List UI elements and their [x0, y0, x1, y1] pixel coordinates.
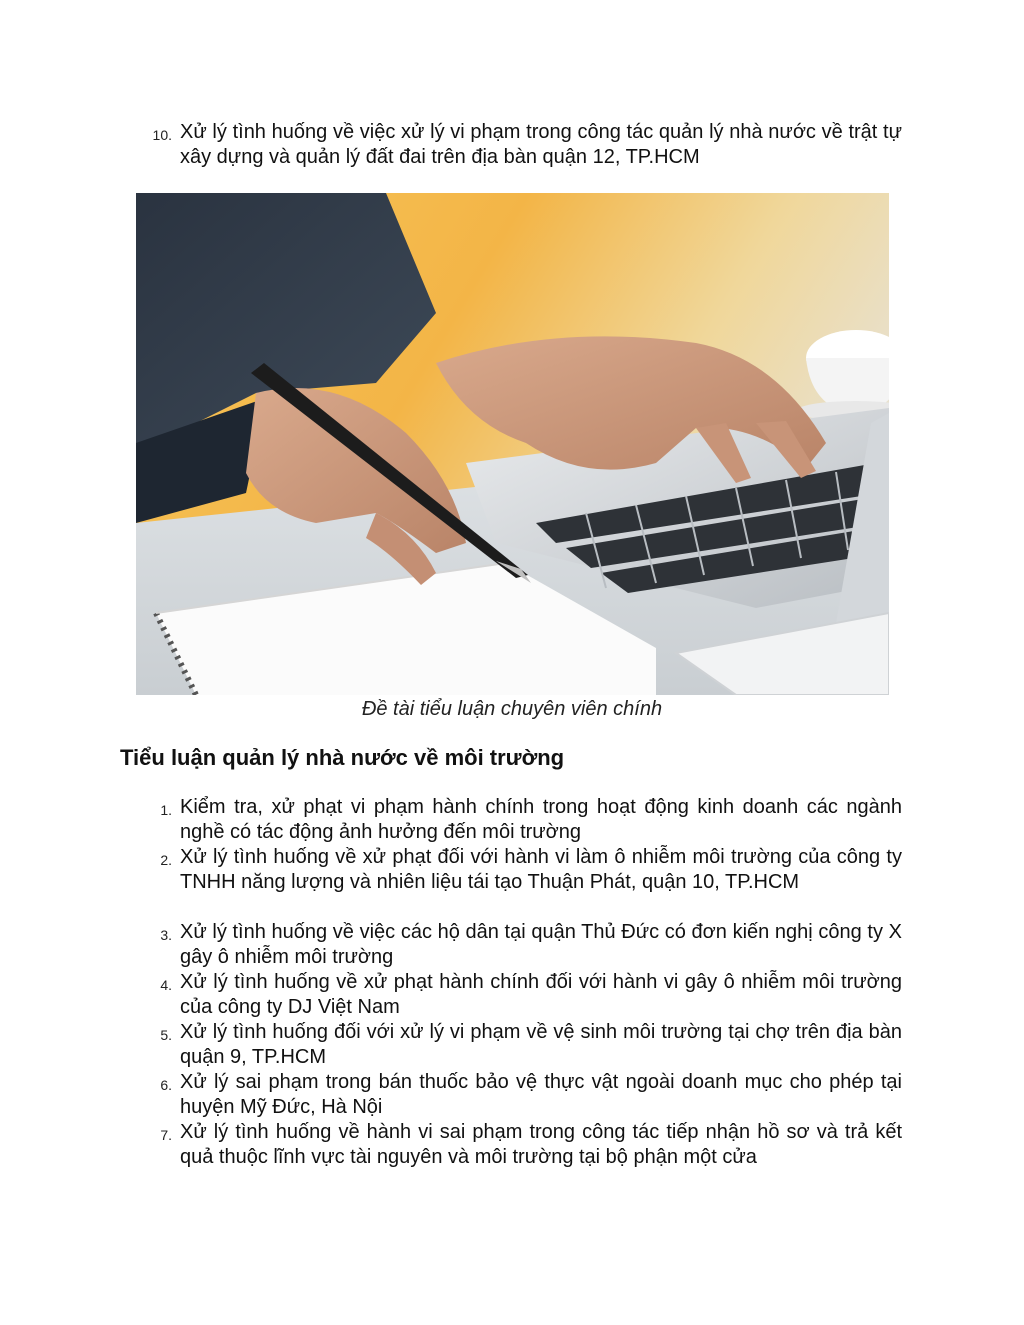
list-item-text: Xử lý tình huống về xử phạt đối với hành vi làm ô nhiễm môi trường của công ty TNHH năng lượng và nhiên liệu tái tạo Thuận Phát, quận 10, TP.HCM [180, 846, 902, 893]
article-photo [136, 193, 889, 695]
list-item-number: 3. [160, 927, 172, 943]
list-item-text: Xử lý tình huống về việc xử lý vi phạm trong công tác quản lý nhà nước về trật tự xây dựng và quản lý đất đai trên địa bàn quận 12, TP.HCM [180, 121, 902, 168]
list-item-text: Xử lý sai phạm trong bán thuốc bảo vệ thực vật ngoài doanh mục cho phép tại huyện Mỹ Đức, Hà Nội [180, 1071, 902, 1118]
list-item-text: Xử lý tình huống về việc các hộ dân tại quận Thủ Đức có đơn kiến nghị công ty X gây ô nhiễm môi trường [180, 921, 902, 968]
list-item-text: Xử lý tình huống về hành vi sai phạm trong công tác tiếp nhận hồ sơ và trả kết quả thuộc lĩnh vực tài nguyên và môi trường tại bộ phận một cửa [180, 1121, 902, 1168]
list-item-number: 5. [160, 1027, 172, 1043]
list-item-number: 2. [160, 852, 172, 868]
list-item-number: 10. [152, 127, 172, 143]
list-item-text: Kiểm tra, xử phạt vi phạm hành chính trong hoạt động kinh doanh các ngành nghề có tác động ảnh hưởng đến môi trường [180, 796, 902, 843]
list-item-number: 6. [160, 1077, 172, 1093]
list-item-text: Xử lý tình huống về xử phạt hành chính đối với hành vi gây ô nhiễm môi trường của công ty DJ Việt Nam [180, 971, 902, 1018]
section-heading: Tiểu luận quản lý nhà nước về môi trường [120, 745, 565, 770]
list-item-number: 7. [160, 1127, 172, 1143]
list-item-number: 1. [160, 802, 172, 818]
photo-caption: Đề tài tiểu luận chuyên viên chính [361, 698, 663, 720]
list-item-number: 4. [160, 977, 172, 993]
list-item-text: Xử lý tình huống đối với xử lý vi phạm về vệ sinh môi trường tại chợ trên địa bàn quận 9, TP.HCM [180, 1021, 902, 1068]
